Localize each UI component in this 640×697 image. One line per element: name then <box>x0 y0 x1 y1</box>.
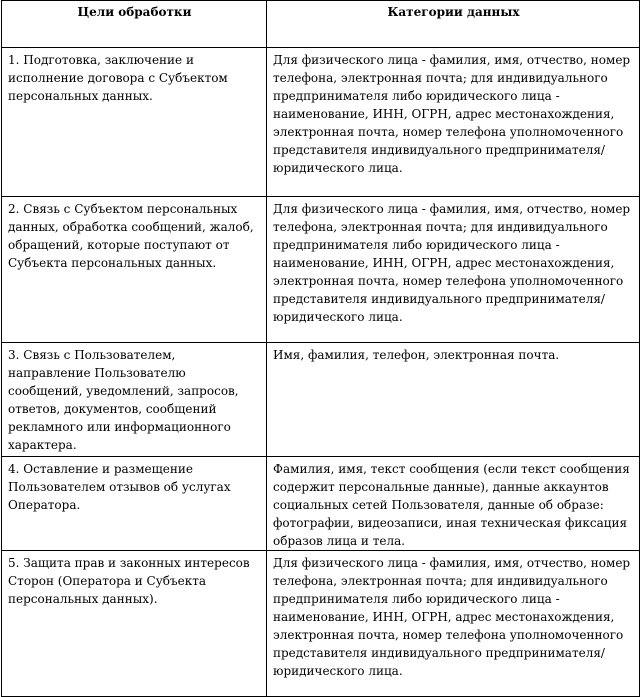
table-row <box>2 551 640 697</box>
purpose-cell: 1. Подготовка, заключение и исполнение договора с Субъектом персональных данных. <box>2 48 267 197</box>
categories-cell: Для физического лица - фамилия, имя, отчество, номер телефона, электронная почта; для индивидуального предпринимателя либо юридического лица - наименование, ИНН, ОГРН, адрес местонахождения, электронная почта, номер телефона уполномоченного представителя индивидуального предпринимателя/юридического лица. <box>267 48 640 197</box>
table-row <box>2 343 640 457</box>
categories-cell: Для физического лица - фамилия, имя, отчество, номер телефона, электронная почта; для индивидуального предпринимателя либо юридического лица - наименование, ИНН, ОГРН, адрес местонахождения, электронная почта, номер телефона уполномоченного представителя индивидуального предпринимателя/юридического лица. <box>267 197 640 343</box>
table-row <box>2 457 640 551</box>
data-processing-table <box>1 0 640 697</box>
header-row <box>2 1 640 48</box>
purpose-cell: 4. Оставление и размещение Пользователем отзывов об услугах Оператора. <box>2 457 267 551</box>
purpose-cell: 3. Связь с Пользователем, направление Пользователю сообщений, уведомлений, запросов, ответов, документов, сообщений рекламного или информационного характера. <box>2 343 267 457</box>
purpose-cell: 5. Защита прав и законных интересов Сторон (Оператора и Субъекта персональных данных). <box>2 551 267 697</box>
header-data-categories: Категории данных <box>267 1 640 48</box>
header-purposes: Цели обработки <box>2 1 267 48</box>
table-row <box>2 48 640 197</box>
categories-cell: Для физического лица - фамилия, имя, отчество, номер телефона, электронная почта; для индивидуального предпринимателя либо юридического лица - наименование, ИНН, ОГРН, адрес местонахождения, электронная почта, номер телефона уполномоченного представителя индивидуального предпринимателя/юридического лица. <box>267 551 640 697</box>
purpose-cell: 2. Связь с Субъектом персональных данных, обработка сообщений, жалоб, обращений, которые поступают от Субъекта персональных данных. <box>2 197 267 343</box>
categories-cell: Фамилия, имя, текст сообщения (если текст сообщения содержит персональные данные), данные аккаунтов социальных сетей Пользователя, данные об образе: фотографии, видеозаписи, иная техническая фиксация образов лица и тела. <box>267 457 640 551</box>
categories-cell: Имя, фамилия, телефон, электронная почта. <box>267 343 640 457</box>
table-row <box>2 197 640 343</box>
